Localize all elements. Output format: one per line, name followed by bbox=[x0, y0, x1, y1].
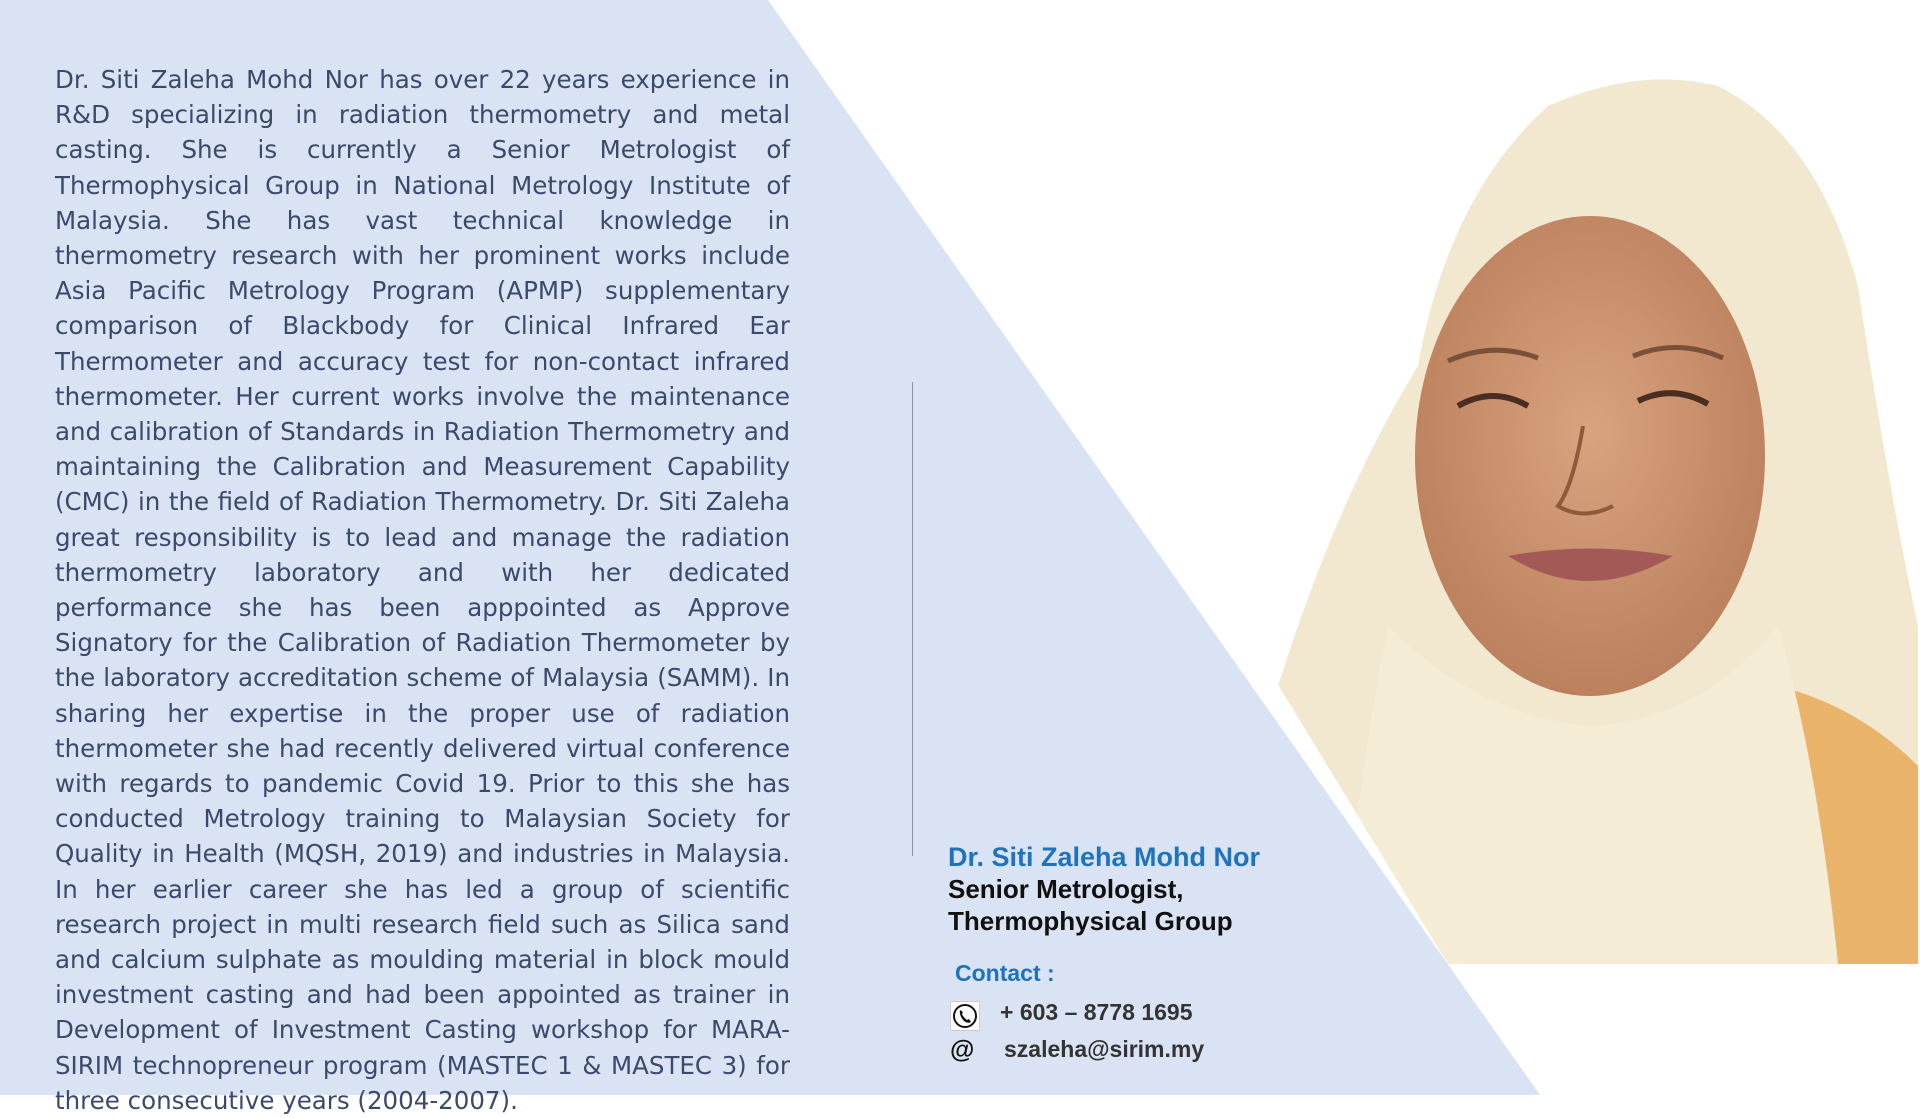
vertical-divider bbox=[912, 382, 913, 856]
email-address[interactable]: szaleha@sirim.my bbox=[1004, 1036, 1205, 1062]
bio-paragraph: Dr. Siti Zaleha Mohd Nor has over 22 years experience in R&D specializing in radiation thermometry and metal casting. She is currently a Senior Metrologist of Thermophysical Group in National Metrology Institute of Malaysia. She has vast technical knowledge in thermometry research with her prominent works include Asia Pacific Metrology Program (APMP) supplementary comparison of Blackbody for Clinical Infrared Ear Thermometer and accuracy test for non-contact infrared thermometer. Her current works involve the maintenance and calibration of Standards in Radiation Thermometry and maintaining the Calibration and Measurement Capability (CMC) in the field of Radiation Thermometry. Dr. Siti Zaleha great responsibility is to lead and manage the radiation thermometry laboratory and with her dedicated performance she has been apppointed as Approve Signatory for the Calibration of Radiation Thermometer by the laboratory accreditation scheme of Malaysia (SAMM). In sharing her expertise in the proper use of radiation thermometer she had recently delivered virtual conference with regards to pandemic Covid 19. Prior to this she has conducted Metrology training to Malaysian Society for Quality in Health (MQSH, 2019) and industries in Malaysia. In her earlier career she has led a group of scientific research project in multi research field such as Silica sand and calcium sulphate as moulding material in block mould investment casting and had been appointed as trainer in Development of Investment Casting workshop for MARA-SIRIM technopreneur program (MASTEC 1 & MASTEC 3) for three consecutive years (2004-2007). bbox=[55, 65, 790, 1115]
profile-name: Dr. Siti Zaleha Mohd Nor bbox=[948, 842, 1261, 872]
contact-label: Contact : bbox=[955, 960, 1055, 986]
phone-icon bbox=[950, 1001, 980, 1031]
profile-photo bbox=[1218, 66, 1918, 964]
profile-group: Thermophysical Group bbox=[948, 906, 1233, 936]
email-icon: @ bbox=[950, 1036, 975, 1064]
profile-role: Senior Metrologist, bbox=[948, 874, 1184, 904]
phone-number[interactable]: + 603 – 8778 1695 bbox=[1000, 999, 1193, 1025]
